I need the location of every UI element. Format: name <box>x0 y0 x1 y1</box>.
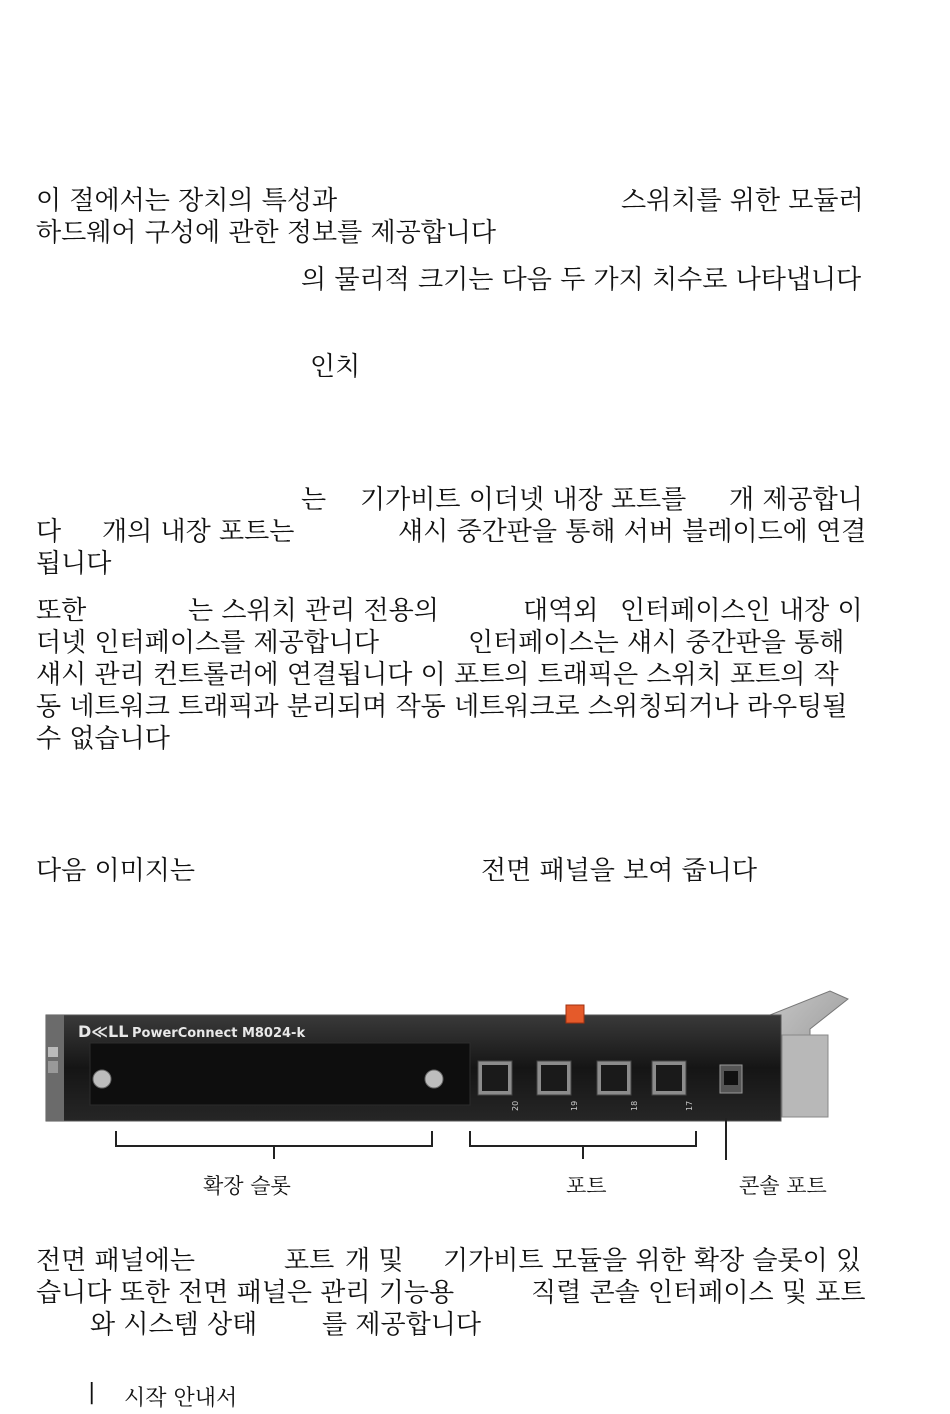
panel-desc-line-1a: 전면 패널에는 <box>36 1246 195 1276</box>
panel-desc-line-1c: 개 및 <box>345 1246 404 1276</box>
expansion-slot-bracket <box>115 1131 433 1147</box>
model-name: PowerConnect M8024-k <box>132 1026 306 1041</box>
image-intro-b: 전면 패널을 보여 줍니다 <box>481 856 757 886</box>
oob-line-1b: 는 스위치 관리 전용의 <box>188 596 439 626</box>
ports-line-2c: 섀시 중간판을 통해 서버 블레이드에 연결 <box>398 517 867 547</box>
panel-desc-line-1b: 포트 <box>284 1246 335 1276</box>
dimension-unit: 인치 <box>310 352 361 382</box>
ports-line-2a: 다 <box>36 517 62 547</box>
port-number-19: 19 <box>570 1100 579 1111</box>
footer-title: 시작 안내서 <box>124 1386 238 1411</box>
intro-line-2: 하드웨어 구성에 관한 정보를 제공합니다 <box>36 218 497 248</box>
panel-desc-line-3a: 와 시스템 상태 <box>90 1310 258 1340</box>
panel-desc-line-1d: 기가비트 모듈을 위한 확장 슬롯이 있 <box>443 1246 862 1276</box>
dimensions-line: 의 물리적 크기는 다음 두 가지 치수로 나타냅니다 <box>301 265 862 295</box>
panel-desc-line-2b: 직렬 콘솔 인터페이스 및 포트 <box>531 1278 866 1308</box>
panel-desc-line-3b: 를 제공합니다 <box>322 1310 481 1340</box>
oob-line-1c: 대역외 <box>523 596 599 626</box>
oob-line-1d: 인터페이스인 내장 이 <box>620 596 863 626</box>
expansion-slot-label: 확장 슬롯 <box>203 1174 291 1198</box>
panel-desc-line-2a: 습니다 또한 전면 패널은 관리 기능용 <box>36 1278 455 1308</box>
ports-bracket-tick <box>582 1147 584 1159</box>
ports-bracket <box>469 1131 697 1147</box>
ports-line-1c: 개 제공합니 <box>729 485 863 515</box>
expansion-slot <box>90 1043 470 1105</box>
oob-line-5: 수 없습니다 <box>36 724 170 754</box>
front-panel-figure <box>40 985 885 1135</box>
console-port-label: 콘솔 포트 <box>739 1174 827 1198</box>
thumbscrew-right <box>425 1070 443 1088</box>
intro-line-1a: 이 절에서는 장치의 특성과 <box>36 186 338 216</box>
port-number-20: 20 <box>511 1100 520 1111</box>
oob-line-1a: 또한 <box>36 596 87 626</box>
ports-label: 포트 <box>566 1174 607 1198</box>
console-port-pointer <box>725 1118 727 1160</box>
port-number-18: 18 <box>630 1100 639 1111</box>
port-number-17: 17 <box>685 1100 694 1111</box>
ports-line-1b: 기가비트 이더넷 내장 포트를 <box>360 485 687 515</box>
oob-line-2a: 더넷 인터페이스를 제공합니다 <box>36 628 380 658</box>
release-tab <box>566 1005 584 1023</box>
footer-separator: | <box>88 1380 96 1405</box>
intro-line-1b: 스위치를 위한 모듈러 <box>621 186 864 216</box>
oob-line-2b: 인터페이스는 섀시 중간판을 통해 <box>468 628 845 658</box>
ports-line-2b: 개의 내장 포트는 <box>102 517 295 547</box>
oob-line-3: 섀시 관리 컨트롤러에 연결됩니다 이 포트의 트래픽은 스위치 포트의 작 <box>36 660 839 690</box>
thumbscrew-left <box>93 1070 111 1088</box>
ports-line-3: 됩니다 <box>36 549 112 579</box>
image-intro-a: 다음 이미지는 <box>36 856 195 886</box>
ports-line-1a: 는 <box>301 485 327 515</box>
expansion-slot-bracket-tick <box>273 1147 275 1159</box>
oob-line-4: 동 네트워크 트래픽과 분리되며 작동 네트워크로 스위칭되거나 라우팅될 <box>36 692 848 722</box>
dell-logo: D≪LL <box>78 1022 129 1041</box>
